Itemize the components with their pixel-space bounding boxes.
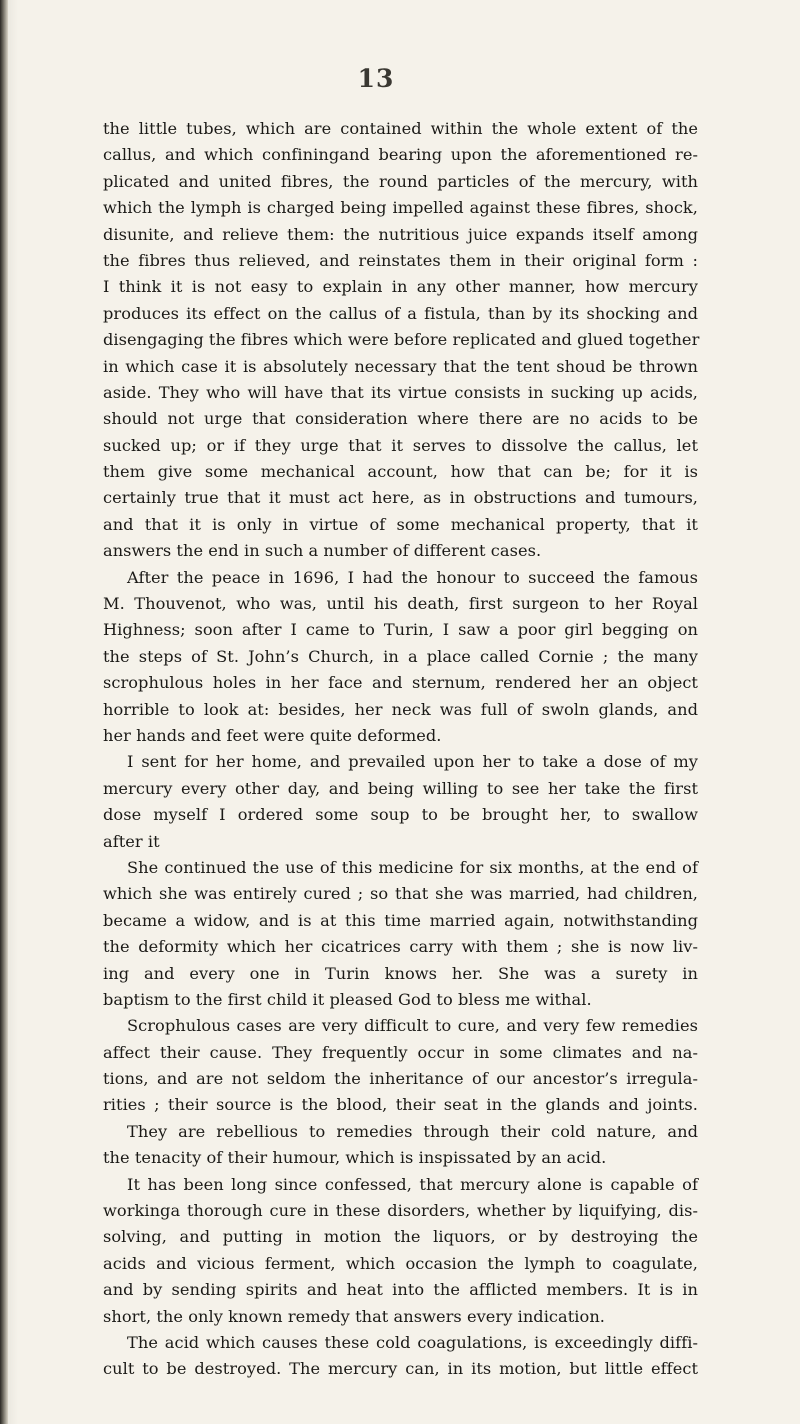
text-line: which the lymph is charged being impelled against these fibres, shock, [103,198,698,218]
text-line: the tenacity of their humour, which is inspissated by an acid. [103,1148,607,1168]
text-line: and by sending spirits and heat into the afflicted members. It is in [103,1280,698,1300]
text-line: horrible to look at: besides, her neck was full of swoln glands, and [103,699,698,719]
text-line: and that it is only in virtue of some mechanical property, that it [103,514,698,534]
text-line: The acid which causes these cold coagulations, is exceedingly diffi- [127,1332,698,1352]
text-line: plicated and united fibres, the round particles of the mercury, with [103,171,698,191]
text-line: the fibres thus relieved, and reinstates them in their original form : [103,250,698,270]
text-line: answers the end in such a number of different cases. [103,541,542,561]
text-line: callus, and which confiningand bearing upon the aforementioned re- [103,145,698,165]
text-line: She continued the use of this medicine for six months, at the end of [127,857,698,877]
text-line: Scrophulous cases are very difficult to cure, and very few remedies [127,1016,698,1036]
text-line: I sent for her home, and prevailed upon her to take a dose of my [127,752,698,772]
text-line: in which case it is absolutely necessary that the tent shoud be thrown [103,356,698,376]
text-line: the deformity which her cicatrices carry with them ; she is now liv- [103,937,698,957]
text-line: aside. They who will have that its virtue consists in sucking up acids, [103,382,698,402]
text-line: baptism to the first child it pleased God to bless me withal. [103,989,592,1009]
text-line: after it [103,831,160,851]
text-line: the little tubes, which are contained within the whole extent of the [103,119,698,138]
text-line: disunite, and relieve them: the nutritious juice expands itself among [103,224,698,244]
text-line: short, the only known remedy that answers every indication. [103,1306,605,1326]
text-line: mercury every other day, and being willing to see her take the first [103,778,698,798]
text-line: scrophulous holes in her face and sternum, rendered her an object [103,673,698,693]
text-line: dose myself I ordered some soup to be brought her, to swallow [103,805,698,825]
text-line: the steps of St. John’s Church, in a place called Cornie ; the many [103,646,698,666]
text-line: cult to be destroyed. The mercury can, in its motion, but little effect [103,1359,698,1379]
text-line: tions, and are not seldom the inheritance of our ancestor’s irregula- [103,1069,698,1089]
text-line: acids and vicious ferment, which occasion the lymph to coagulate, [103,1253,698,1273]
text-line: them give some mechanical account, how that can be; for it is [103,462,698,482]
text-line: should not urge that consideration where there are no acids to be [103,409,698,429]
text-line: M. Thouvenot, who was, until his death, first surgeon to her Royal [103,594,698,614]
text-line: solving, and putting in motion the liquors, or by destroying the [103,1227,698,1247]
text-line: certainly true that it must act here, as in obstructions and tumours, [103,488,698,508]
text-line: Highness; soon after I came to Turin, I saw a poor girl begging on [103,620,698,640]
text-line: produces its effect on the callus of a fistula, than by its shocking and [103,303,698,323]
text-line: became a widow, and is at this time married again, notwithstanding [103,910,698,930]
text-line: rities ; their source is the blood, their seat in the glands and joints. [103,1095,698,1115]
text-line: disengaging the fibres which were before replicated and glued together [103,330,700,350]
text-line: I think it is not easy to explain in any other manner, how mercury [103,277,698,297]
body-text [103,116,698,1383]
text-line: sucked up; or if they urge that it serves to dissolve the callus, let [103,435,698,455]
text-line: They are rebellious to remedies through their cold nature, and [127,1121,698,1141]
page-binding-edge [0,0,8,1424]
text-line: her hands and feet were quite deformed. [103,725,442,745]
text-line: After the peace in 1696, I had the honour to succeed the famous [127,567,698,587]
text-line: which she was entirely cured ; so that she was married, had children, [103,884,698,904]
text-line: It has been long since confessed, that mercury alone is capable of [127,1174,698,1194]
text-line: affect their cause. They frequently occur in some climates and na- [103,1042,698,1062]
text-line: workinga thorough cure in these disorders, whether by liquifying, dis- [103,1201,698,1221]
text-line: ing and every one in Turin knows her. She was a surety in [103,963,698,983]
page-number: 13 [357,64,395,93]
